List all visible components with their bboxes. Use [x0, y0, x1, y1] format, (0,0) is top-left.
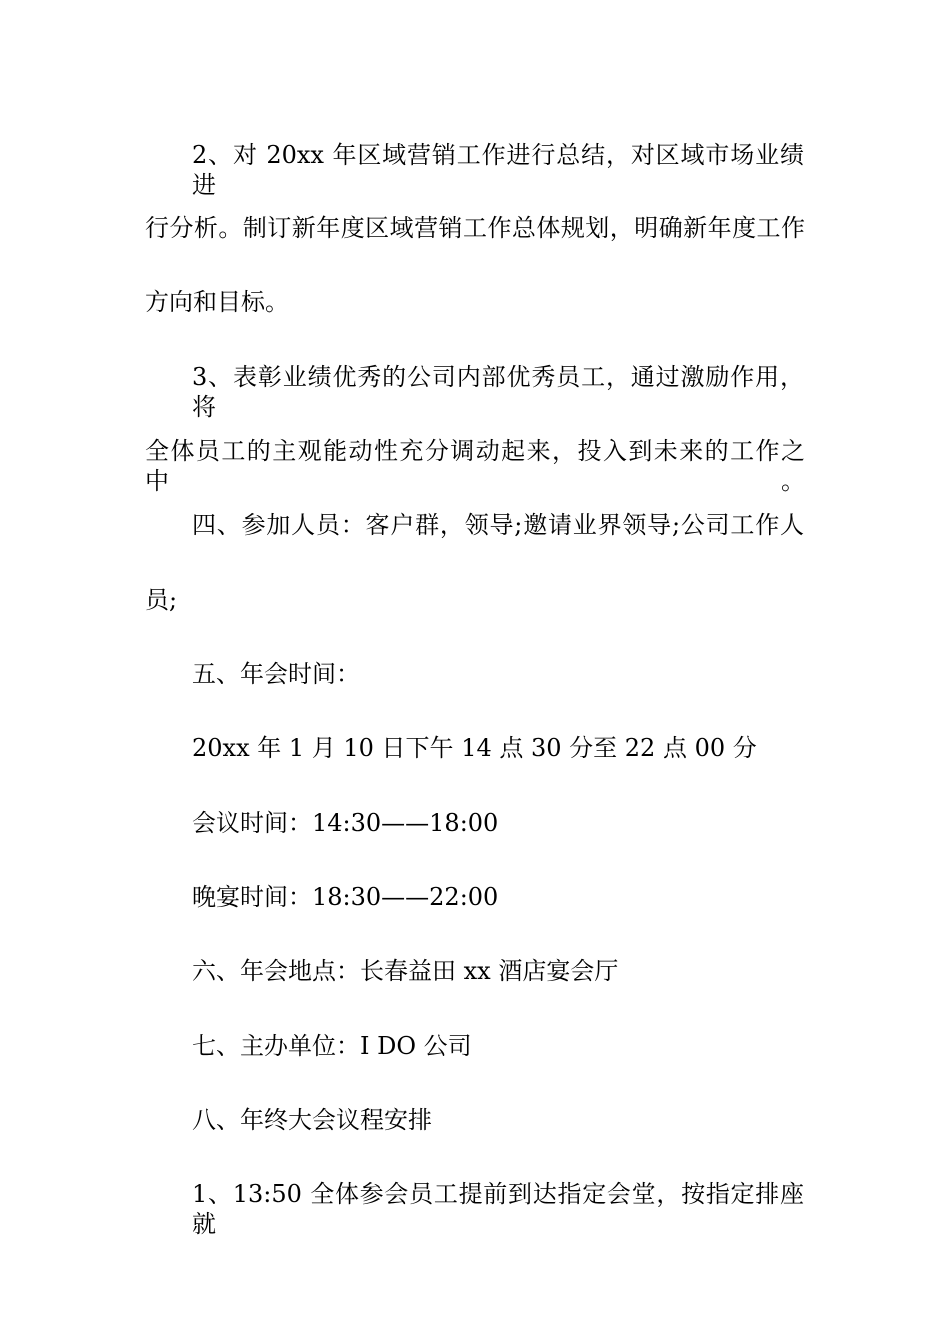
- paragraph-line: 2、对 20xx 年区域营销工作进行总结，对区域市场业绩进: [192, 141, 804, 199]
- paragraph-line: 20xx 年 1 月 10 日下午 14 点 30 分至 22 点 00 分: [192, 734, 757, 762]
- section-heading: 六、年会地点：长春益田 xx 酒店宴会厅: [192, 957, 619, 985]
- section-heading: 五、年会时间：: [192, 660, 360, 688]
- paragraph-line: 方向和目标。: [145, 288, 289, 316]
- paragraph-line: 晚宴时间：18:30——22:00: [192, 883, 499, 911]
- paragraph-line: 行分析。制订新年度区域营销工作总体规划，明确新年度工作: [145, 214, 805, 242]
- paragraph-line: 会议时间：14:30——18:00: [192, 809, 499, 837]
- paragraph-line: 全体员工的主观能动性充分调动起来，投入到未来的工作之中。: [145, 437, 805, 495]
- paragraph-line: 1、13:50 全体参会员工提前到达指定会堂，按指定排座就: [192, 1180, 804, 1238]
- paragraph-line: 四、参加人员：客户群，领导;邀请业界领导;公司工作人: [192, 511, 804, 539]
- paragraph-line: 3、表彰业绩优秀的公司内部优秀员工，通过激励作用，将: [192, 363, 804, 421]
- section-heading: 八、年终大会议程安排: [192, 1106, 432, 1134]
- section-heading: 七、主办单位：I DO 公司: [192, 1032, 472, 1060]
- paragraph-line: 员;: [145, 586, 178, 614]
